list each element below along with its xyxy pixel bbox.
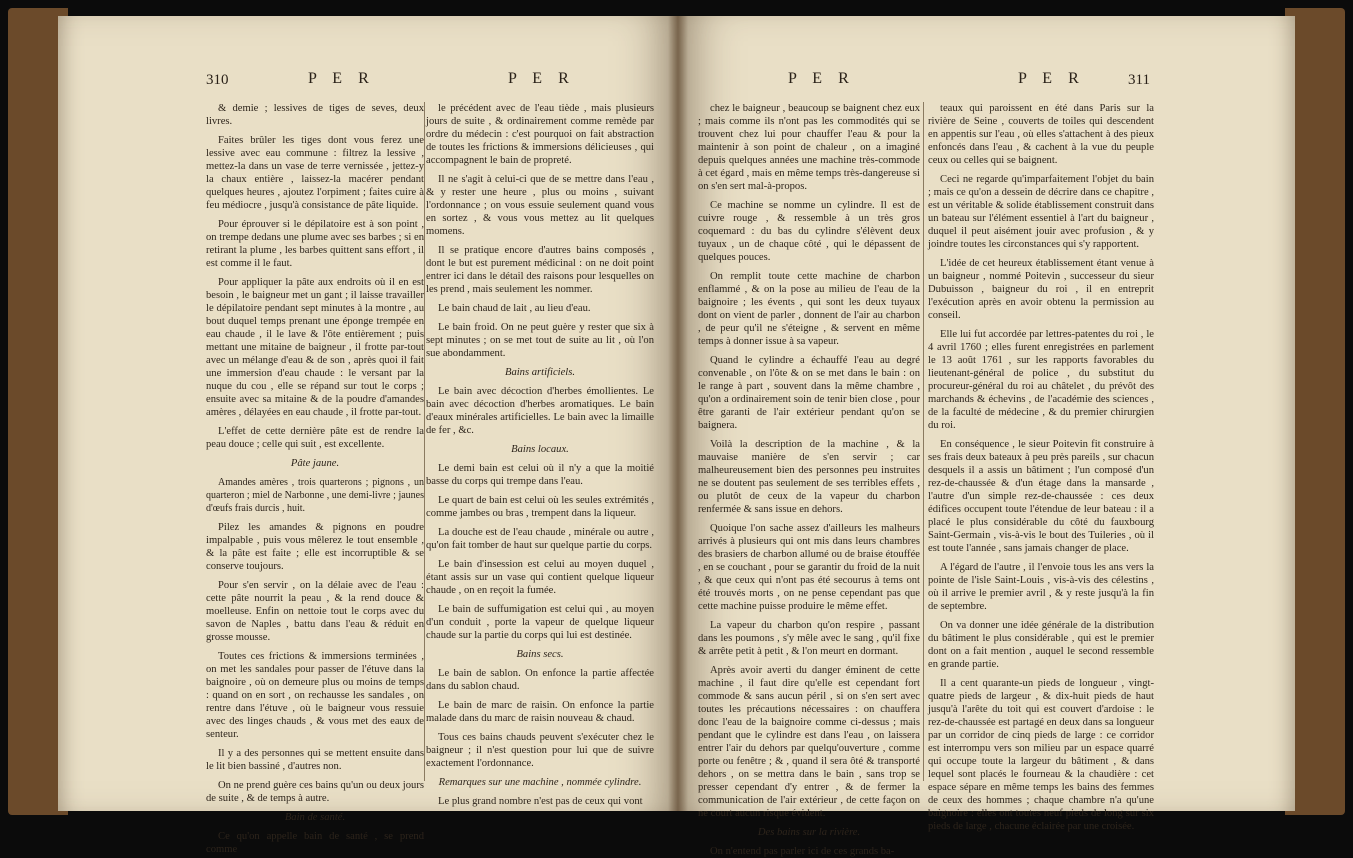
paragraph: On va donner une idée générale de la distribution du bâtiment le plus considérable , qui est le premier dont on a fait mention , auquel le second ressemble en grande partie. (928, 620, 1154, 670)
paragraph: Ce machine se nomme un cylindre. Il est de cuivre rouge , & ressemble à un très gros coquemard : du bas du cylindre s'élèvent deux tuyaux , un de chaque côté , qui le dépassent de quelques pouces. (698, 200, 920, 263)
left-column-rule (424, 102, 425, 781)
left-page (58, 16, 678, 855)
paragraph: Pour s'en servir , on la délaie avec de l'eau : cette pâte nourrit la peau , & la rend douce & moelleuse. Enfin on nettoie tout le corps avec du savon de Naples , battu dans l'eau & réduit en grosse mousse. (206, 580, 424, 643)
paragraph: Le demi bain est celui où il n'y a que la moitié basse du corps qui trempe dans l'eau. (426, 463, 654, 487)
paragraph: Quoique l'on sache assez d'ailleurs les malheurs arrivés à plusieurs qui ont mis dans leurs chambres des brasiers de charbon allumé ou de braise étouffée , en se couchant , pour se garantir du froid de la nuit , & que ceux qui n'ont pas été secourus à tems ont été trouvés morts , on ne pense cependant pas que cette machine puisse produire le même effet. (698, 523, 920, 612)
paragraph: Elle lui fut accordée par lettres-patentes du roi , le 4 avril 1760 ; elles furent enregistrées en parlement le 13 août 1761 , sur les rapports favorables du lieutenant-général de police , du substitut du procureur-général du roi au châtelet , du prévôt des marchands & échevins , de l'académie des sciences , de la faculté de médecine , & du premier chirurgien du roi. (928, 329, 1154, 431)
paragraph: A l'égard de l'autre , il l'envoie tous les ans vers la pointe de l'isle Saint-Louis , vis-à-vis des célestins , où il arrive le premier avril , & y reste jusqu'à la fin de septembre. (928, 562, 1154, 612)
right-column-rule (923, 102, 924, 781)
paragraph: Le bain avec décoction d'herbes émollientes. Le bain avec décoction d'herbes aromatiques. Le bain d'eaux minérales artificielles. Le bain avec la limaille de fer , &c. (426, 386, 654, 436)
paragraph: Ceci ne regarde qu'imparfaitement l'objet du bain ; mais ce qu'on a dessein de décrire dans ce chapitre , est un véritable & solide établissement construit dans un bateau sur l'élément essentiel à l'art du baigneur , duquel il peut aisément jouir avec profusion , & y joindre toutes les circonstances qui s'y rapportent. (928, 174, 1154, 250)
paragraph: Voilà la description de la machine , & la mauvaise manière de s'en servir ; car malheureusement bien des personnes peu instruites ne se doutent pas seulement de ses terribles effets , ou plutôt de ceux de la vapeur du charbon renfermée & sans issue en dehors. (698, 439, 920, 515)
left-running-title-1: P E R (308, 70, 375, 87)
paragraph: Pilez les amandes & pignons en poudre impalpable , puis vous mêlerez le tout ensemble , & la pâte est faite ; elle est incorruptible & se conserve toujours. (206, 522, 424, 572)
paragraph: On n'entend pas parler ici de ces grands ba- (710, 846, 895, 857)
left-running-title-2: P E R (508, 70, 575, 87)
section-heading: Bain de santé. (284, 812, 346, 823)
paragraph: Le plus grand nombre n'est pas de ceux qui vont (438, 796, 643, 807)
section-heading: Bains locaux. (511, 444, 569, 455)
paragraph: Tous ces bains chauds peuvent s'exécuter chez le baigneur ; il n'est question pour lui que de suivre exactement l'ordonnance. (426, 732, 654, 769)
section-heading: Bains artificiels. (504, 367, 576, 378)
paragraph: On remplit toute cette machine de charbon enflammé , & on la pose au milieu de l'eau de la baignoire ; les évents , qui sont les deux tuyaux dont on vient de parler , donnent de l'air au charbon , de peur qu'il ne s'éteigne , & servent en même temps à donner issue à sa vapeur. (698, 271, 920, 347)
paragraph: Quand le cylindre a échauffé l'eau au degré convenable , on l'ôte & on se met dans le bain : on le range à part , souvent dans la même chambre , qu'on a ordinairement soin de tenir bien close , pour être garanti de l'air extérieur pendant qu'on se baignera. (698, 355, 920, 431)
paragraph: Le quart de bain est celui où les seules extrémités , comme jambes ou bras , trempent dans la liqueur. (426, 495, 654, 519)
paragraph: & demie ; lessives de tiges de seves, deux livres. (206, 103, 424, 127)
right-running-title-1: P E R (788, 70, 855, 87)
left-page-column-2 (426, 102, 654, 807)
paragraph: La vapeur du charbon qu'on respire , passant dans les poumons , s'y mêle avec le sang , qu'il fixe & arrête petit à petit , & l'on meurt en dormant. (698, 620, 920, 657)
right-page-number: 311 (1128, 72, 1150, 88)
section-heading: Pâte jaune. (290, 458, 340, 469)
paragraph: teaux qui paroissent en été dans Paris sur la rivière de Seine , couverts de toiles qui descendent en appentis sur l'eau , où elles s'attachent à des pieux enfoncés dans l'eau , & cachent à la vue du peuple ceux ou celles qui se baignent. (928, 103, 1154, 166)
right-running-title-2: P E R (1018, 70, 1085, 87)
section-heading: Bains secs. (516, 649, 564, 660)
right-page-column-2 (928, 102, 1154, 832)
paragraph: Pour éprouver si le dépilatoire est à son point , on trempe dedans une plume avec ses barbes ; si en retirant la plume , les barbes quittent sans effort , il est comme il le faut. (206, 219, 424, 269)
section-heading: Des bains sur la rivière. (757, 827, 861, 838)
paragraph: Le bain chaud de lait , au lieu d'eau. (438, 303, 591, 314)
paragraph: Il se pratique encore d'autres bains composés , dont le but est purement médicinal : on ne doit point entrer ici dans le détail des raisons pour lesquelles on les prend , mais seulement les nommer. (426, 245, 654, 295)
paragraph: En conséquence , le sieur Poitevin fit construire à ses frais deux bateaux à peu près pareils , sur chacun desquels il a assis un bâtiment ; l'un composé d'un rez-de-chaussée & d'un étage dans la mansarde , l'autre d'un simple rez-de-chaussée : ces deux édifices occupent toute l'étendue de leur bateau : il a placé le plus considérable du côté du fauxbourg Saint-Germain , vis-à-vis le bout des Tuileries , où il est toute l'année , sans jamais changer de place. (928, 439, 1154, 554)
paragraph: Il y a des personnes qui se mettent ensuite dans le lit bien bassiné , d'autres non. (206, 748, 424, 772)
left-page-header (58, 66, 678, 92)
paragraph: On ne prend guère ces bains qu'un ou deux jours de suite , & de temps à autre. (206, 780, 424, 804)
paragraph: La douche est de l'eau chaude , minérale ou autre , qu'on fait tomber de haut sur quelque partie du corps. (426, 527, 654, 551)
paragraph: Après avoir averti du danger éminent de cette machine , il faut dire qu'elle est cependant fort commode & sans aucun péril , si on s'en sert avec toutes les précautions nécessaires : on chauffera donc l'eau de la baignoire comme ci-dessus ; mais pendant que le cylindre est dans l'eau , on laissera entrer l'air du dehors par quelqu'ouverture , comme porte ou fenêtre ; & , quand il sera ôté & transporté dehors , on se mettra dans le bain , sans trop se presser cependant d'y entrer , & de fermer la communication de l'air extérieur , de cette façon on ne court aucun risque évident. (698, 665, 920, 819)
right-page-header (678, 66, 1295, 92)
paragraph: le précédent avec de l'eau tiède , mais plusieurs jours de suite , & ordinairement comme remède par ordre du médecin : c'est pourquoi on fait abstraction de toutes les frictions & immersions délicieuses , qui accompagnent le bain de propreté. (426, 103, 654, 166)
right-page (678, 16, 1295, 857)
book-gutter (668, 16, 688, 811)
section-heading: Remarques sur une machine , nommée cylindre. (438, 777, 642, 788)
paragraph: Le bain de sablon. On enfonce la partie affectée dans du sablon chaud. (426, 668, 654, 692)
paragraph: Il ne s'agit à celui-ci que de se mettre dans l'eau , & y rester une heure , plus ou moins , suivant l'ordonnance ; on vous essuie seulement quand vous en sortez , & vous vous mettez au lit quelques momens. (426, 174, 654, 237)
left-page-column-1 (206, 102, 424, 855)
paragraph: Il a cent quarante-un pieds de longueur , vingt-quatre pieds de largeur , & dix-huit pieds de haut jusqu'à l'arête du toit qui est couvert d'ardoise : le rez-de-chaussée est partagé en deux dans sa longueur par un corridor de cinq pieds de large : ce corridor est interrompu vers son milieu par un espace quarré qui occupe toute la largeur du bâtiment , & dans lequel sont placés le fourneau & la chaudière : cet espace sépare en même temps les bains des femmes de ceux des hommes ; chaque chambre n'a qu'une baignoire : elles ont toutes neuf pieds de long sur six pieds de large , chacune éclairée par une croisée. (928, 678, 1154, 832)
left-page-number: 310 (206, 72, 229, 88)
paragraph: Le bain d'insession est celui au moyen duquel , étant assis sur un vase qui contient quelque liqueur chaude , on en reçoit la fumée. (426, 559, 654, 596)
paragraph: Amandes amères , trois quarterons ; pignons , un quarteron ; miel de Narbonne , une demi-livre ; jaunes d'œufs frais durcis , huit. (206, 477, 424, 514)
paragraph: Le bain froid. On ne peut guère y rester que six à sept minutes ; on se met tout de suite au lit , où l'on sue abondamment. (426, 322, 654, 359)
paragraph: Faites brûler les tiges dont vous ferez une lessive avec eau commune : filtrez la lessive , mettez-la dans un vase de terre vernissée , jettez-y la chaux entière , laissez-la macérer pendant quelques heures , ajoutez l'orpiment ; faites cuire à feu médiocre , jusqu'à consistance de pâte liquide. (206, 135, 424, 211)
right-page-column-1 (698, 102, 920, 857)
paragraph: L'effet de cette dernière pâte est de rendre la peau douce ; celle qui suit , est excellente. (206, 426, 424, 450)
paragraph: Le bain de suffumigation est celui qui , au moyen d'un conduit , porte la vapeur de quelque liqueur chaude sur la partie du corps qui lui est destinée. (426, 604, 654, 641)
paragraph: Le bain de marc de raisin. On enfonce la partie malade dans du marc de raisin nouveau & chaud. (426, 700, 654, 724)
paragraph: chez le baigneur , beaucoup se baignent chez eux ; mais comme ils n'ont pas les commodités qui se trouvent chez lui pour chauffer l'eau & pour la maintenir à son point de chaleur , on a imaginé depuis quelques années une machine très-commode à cet égard , mais en même temps très-dangereuse si on s'en sert mal-à-propos. (698, 103, 920, 192)
paragraph: Toutes ces frictions & immersions terminées , on met les sandales pour passer de l'étuve dans la baignoire , où on demeure plus ou moins de temps : quand on en sort , on rechausse les sandales , on rentre dans l'étuve , où le baigneur vous ressuie avec des linges chauds , & vous met des eaux de senteur. (206, 651, 424, 740)
paragraph: Pour appliquer la pâte aux endroits où il en est besoin , le baigneur met un gant ; il laisse travailler le dépilatoire pendant sept minutes à la montre , au bout duquel temps prenant une éponge trempée en eau chaude , il le lave & l'ôte entièrement ; puis mettant une mitaine de baigneur , il frotte par-tout avec un mélange d'eau & de son , après quoi il fait une immersion d'eau chaude : le versant par la nuque du cou , elle se répand sur tout le corps ; ensuite avec sa mitaine & de la poudre d'amandes amères , délayées en eau chaude , il frotte par-tout. (206, 277, 424, 418)
paragraph: L'idée de cet heureux établissement étant venue à un baigneur , nommé Poitevin , successeur du sieur Dubuisson , baigneur du roi , il en entreprit l'exécution après en avoir obtenu la permission au conseil. (928, 258, 1154, 321)
paragraph: Ce qu'on appelle bain de santé , se prend comme (206, 831, 424, 855)
